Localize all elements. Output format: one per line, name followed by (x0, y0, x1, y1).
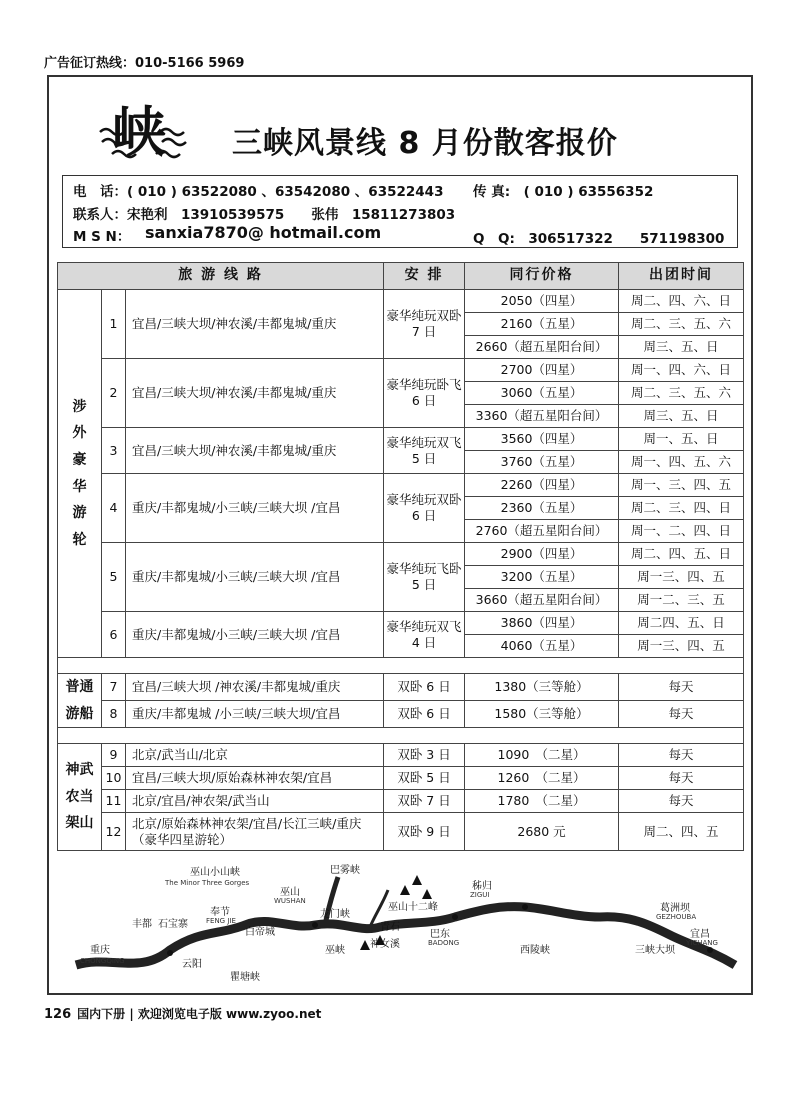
page-title: 三峡风景线 8 月份散客报价 (232, 126, 618, 161)
map-label-fengjie-en: FENG JIE (206, 917, 236, 925)
route-plan: 双卧 5 日 (384, 767, 465, 790)
table-spacer (58, 728, 744, 744)
category-shennong (58, 744, 102, 851)
table-row (58, 428, 744, 451)
contact-people: 联系人：宋艳利 13910539575 张伟 15811273803 (73, 207, 456, 223)
departure-cell: 周二、四、五、日 (619, 543, 744, 566)
qq-line: Q Q: 306517322 571198300 (473, 231, 725, 247)
map-label-bawu: 巴雾峡 (330, 865, 360, 876)
map-label-fengjie: 奉节 (210, 907, 230, 918)
route-plan: 豪华纯玩双飞 5 日 (384, 428, 465, 474)
map-label-dragon: 龙门峡 (320, 909, 350, 920)
route-path: 宜昌/三峡大坝/神农溪/丰都鬼城/重庆 (126, 428, 384, 474)
departure-cell: 每天 (619, 674, 744, 701)
map-label-badong: 巴东 (430, 929, 450, 940)
map-label-sanxia-dam: 三峡大坝 (635, 945, 675, 956)
route-path: 北京/武当山/北京 (126, 744, 384, 767)
price-table (57, 262, 744, 851)
price-cell: 2900（四星） (465, 543, 619, 566)
logo-char: 峡 (112, 100, 166, 164)
gorge-logo (98, 90, 188, 170)
route-path: 重庆/丰都鬼城/小三峡/三峡大坝 /宜昌 (126, 543, 384, 612)
route-number: 9 (102, 744, 126, 767)
map-label-wushan-small-en: The Minor Three Gorges (165, 879, 250, 887)
price-cell: 3200（五星） (465, 566, 619, 589)
map-label-shennv: 神女溪 (370, 939, 400, 950)
departure-cell: 周二、三、四、日 (619, 497, 744, 520)
price-cell: 3360（超五星阳台间） (465, 405, 619, 428)
table-row (58, 612, 744, 635)
route-number: 12 (102, 813, 126, 851)
price-table-wrap (57, 262, 743, 851)
route-path: 宜昌/三峡大坝 /神农溪/丰都鬼城/重庆 (126, 674, 384, 701)
table-row (58, 790, 744, 813)
price-cell: 2660（超五星阳台间） (465, 336, 619, 359)
map-label-wushan-en: WUSHAN (274, 897, 306, 905)
route-plan: 豪华纯玩飞卧 5 日 (384, 543, 465, 612)
category-ordinary (58, 674, 102, 728)
departure-cell: 周一、三、四、五 (619, 474, 744, 497)
ad-hotline: 广告征订热线：010-5166 5969 (44, 56, 245, 71)
route-number: 3 (102, 428, 126, 474)
table-row (58, 744, 744, 767)
route-plan: 豪华纯玩双飞 4 日 (384, 612, 465, 658)
table-row (58, 474, 744, 497)
departure-cell: 周三、五、日 (619, 336, 744, 359)
departure-cell: 周三、五、日 (619, 405, 744, 428)
map-label-qutang: 瞿塘峡 (230, 972, 260, 983)
peak-icon (412, 875, 422, 885)
route-plan: 豪华纯玩双卧 7 日 (384, 290, 465, 359)
route-number: 7 (102, 674, 126, 701)
peak-icon (360, 940, 370, 950)
price-cell: 1580（三等舱） (465, 701, 619, 728)
price-cell: 2260（四星） (465, 474, 619, 497)
route-path: 重庆/丰都鬼城/小三峡/三峡大坝 /宜昌 (126, 474, 384, 543)
map-label-wuxia: 巫峡 (325, 945, 345, 956)
map-label-shibao: 石宝寨 (158, 919, 188, 930)
route-path: 重庆/丰都鬼城/小三峡/三峡大坝 /宜昌 (126, 612, 384, 658)
map-label-yichang-en: YICHANG (686, 939, 718, 947)
category-label: 涉 外 豪 华 游 轮 (72, 398, 87, 548)
city-dot-icon (707, 947, 713, 953)
table-spacer (58, 658, 744, 674)
departure-cell: 每天 (619, 744, 744, 767)
price-cell: 2050（四星） (465, 290, 619, 313)
departure-cell: 周一二、三、五 (619, 589, 744, 612)
route-number: 10 (102, 767, 126, 790)
departure-cell: 周一、四、六、日 (619, 359, 744, 382)
table-row (58, 701, 744, 728)
route-plan: 双卧 7 日 (384, 790, 465, 813)
departure-cell: 周一三、四、五 (619, 566, 744, 589)
table-row (58, 767, 744, 790)
departure-cell: 周一、五、日 (619, 428, 744, 451)
category-label: 神武 农当 架山 (65, 762, 94, 832)
route-number: 5 (102, 543, 126, 612)
departure-cell: 每天 (619, 701, 744, 728)
map-label-badong-en: BADONG (428, 939, 460, 947)
map-label-fengdu: 丰都 (132, 919, 152, 930)
price-cell: 1090 （二星） (465, 744, 619, 767)
route-plan: 双卧 6 日 (384, 701, 465, 728)
departure-cell: 周二、三、五、六 (619, 313, 744, 336)
map-label-baidi: 白帝城 (245, 927, 275, 938)
table-row (58, 543, 744, 566)
route-number: 4 (102, 474, 126, 543)
map-label-xiling: 西陵峡 (520, 945, 550, 956)
map-label-wushan-small: 巫山小山峡 (190, 867, 240, 878)
table-row (58, 359, 744, 382)
city-dot-icon (167, 950, 173, 956)
price-cell: 2680 元 (465, 813, 619, 851)
map-label-chongqing-en: CHONGQING (80, 957, 125, 965)
category-luxury (58, 290, 102, 658)
peak-icon (422, 889, 432, 899)
map-label-gezhouba: 葛洲坝 (660, 903, 690, 914)
route-plan: 双卧 3 日 (384, 744, 465, 767)
route-path: 宜昌/三峡大坝/神农溪/丰都鬼城/重庆 (126, 290, 384, 359)
category-label: 普通 游船 (65, 679, 94, 722)
page-footer (44, 1005, 321, 1022)
price-cell: 3660（超五星阳台间） (465, 589, 619, 612)
header-route: 旅 游 线 路 (58, 263, 384, 290)
header-plan: 安 排 (384, 263, 465, 290)
route-number: 11 (102, 790, 126, 813)
table-row (58, 674, 744, 701)
departure-cell: 周一三、四、五 (619, 635, 744, 658)
price-cell: 2700（四星） (465, 359, 619, 382)
route-plan: 豪华纯玩双卧 6 日 (384, 474, 465, 543)
table-row (58, 813, 744, 851)
departure-cell: 每天 (619, 767, 744, 790)
map-label-qingshi: 青石 (380, 922, 400, 933)
route-number: 6 (102, 612, 126, 658)
route-plan: 双卧 9 日 (384, 813, 465, 851)
route-number: 8 (102, 701, 126, 728)
yangtze-river (76, 907, 735, 965)
route-plan: 豪华纯玩卧飞 6 日 (384, 359, 465, 428)
route-path: 北京/宜昌/神农架/武当山 (126, 790, 384, 813)
city-dot-icon (522, 904, 528, 910)
route-path: 北京/原始森林神农架/宜昌/长江三峡/重庆（豪华四星游轮） (126, 813, 384, 851)
departure-cell: 周一、二、四、日 (619, 520, 744, 543)
departure-cell: 周二、三、五、六 (619, 382, 744, 405)
price-cell: 1380（三等舱） (465, 674, 619, 701)
phone-line: 电 话：( 010 ) 63522080 、63542080 、63522443 (73, 184, 444, 200)
price-cell: 3060（五星） (465, 382, 619, 405)
price-cell: 2360（五星） (465, 497, 619, 520)
spacer-cell (58, 658, 744, 674)
price-cell: 4060（五星） (465, 635, 619, 658)
page-number: 126 (44, 1007, 72, 1022)
price-cell: 2760（超五星阳台间） (465, 520, 619, 543)
route-map (70, 855, 740, 990)
route-number: 2 (102, 359, 126, 428)
departure-cell: 周二、四、五 (619, 813, 744, 851)
route-path: 重庆/丰都鬼城 /小三峡/三峡大坝/宜昌 (126, 701, 384, 728)
price-cell: 2160（五星） (465, 313, 619, 336)
map-label-zigui-en: ZIGUI (470, 891, 490, 899)
map-label-wushan: 巫山 (280, 887, 300, 898)
map-label-yichang: 宜昌 (690, 929, 710, 940)
city-dot-icon (452, 914, 458, 920)
price-cell: 1780 （二星） (465, 790, 619, 813)
price-cell: 3560（四星） (465, 428, 619, 451)
wave-icon (98, 90, 188, 170)
map-label-gezhouba-en: GEZHOUBA (656, 913, 697, 921)
contact-box (62, 175, 738, 248)
table-header (58, 263, 744, 290)
price-cell: 3760（五星） (465, 451, 619, 474)
route-number: 1 (102, 290, 126, 359)
map-label-zigui: 秭归 (472, 881, 492, 892)
city-dot-icon (312, 922, 318, 928)
footer-text: 国内下册 | 欢迎浏览电子版 www.zyoo.net (77, 1007, 322, 1021)
route-path: 宜昌/三峡大坝/神农溪/丰都鬼城/重庆 (126, 359, 384, 428)
header-date: 出团时间 (619, 263, 744, 290)
fax-line: 传 真: ( 010 ) 63556352 (473, 184, 654, 200)
map-label-yunyang: 云阳 (182, 959, 202, 970)
map-label-chongqing: 重庆 (90, 945, 110, 956)
table-row (58, 290, 744, 313)
peak-icon (400, 885, 410, 895)
departure-cell: 周二、四、六、日 (619, 290, 744, 313)
msn-label: M S N： (73, 229, 131, 245)
price-cell: 1260 （二星） (465, 767, 619, 790)
map-label-shiergeng: 巫山十二峰 (388, 902, 438, 913)
route-path: 宜昌/三峡大坝/原始森林神农架/宜昌 (126, 767, 384, 790)
header-price: 同行价格 (465, 263, 619, 290)
departure-cell: 周二四、五、日 (619, 612, 744, 635)
route-plan: 双卧 6 日 (384, 674, 465, 701)
price-cell: 3860（四星） (465, 612, 619, 635)
msn-value: sanxia7870@ hotmail.com (145, 223, 382, 242)
spacer-cell (58, 728, 744, 744)
departure-cell: 每天 (619, 790, 744, 813)
departure-cell: 周一、四、五、六 (619, 451, 744, 474)
